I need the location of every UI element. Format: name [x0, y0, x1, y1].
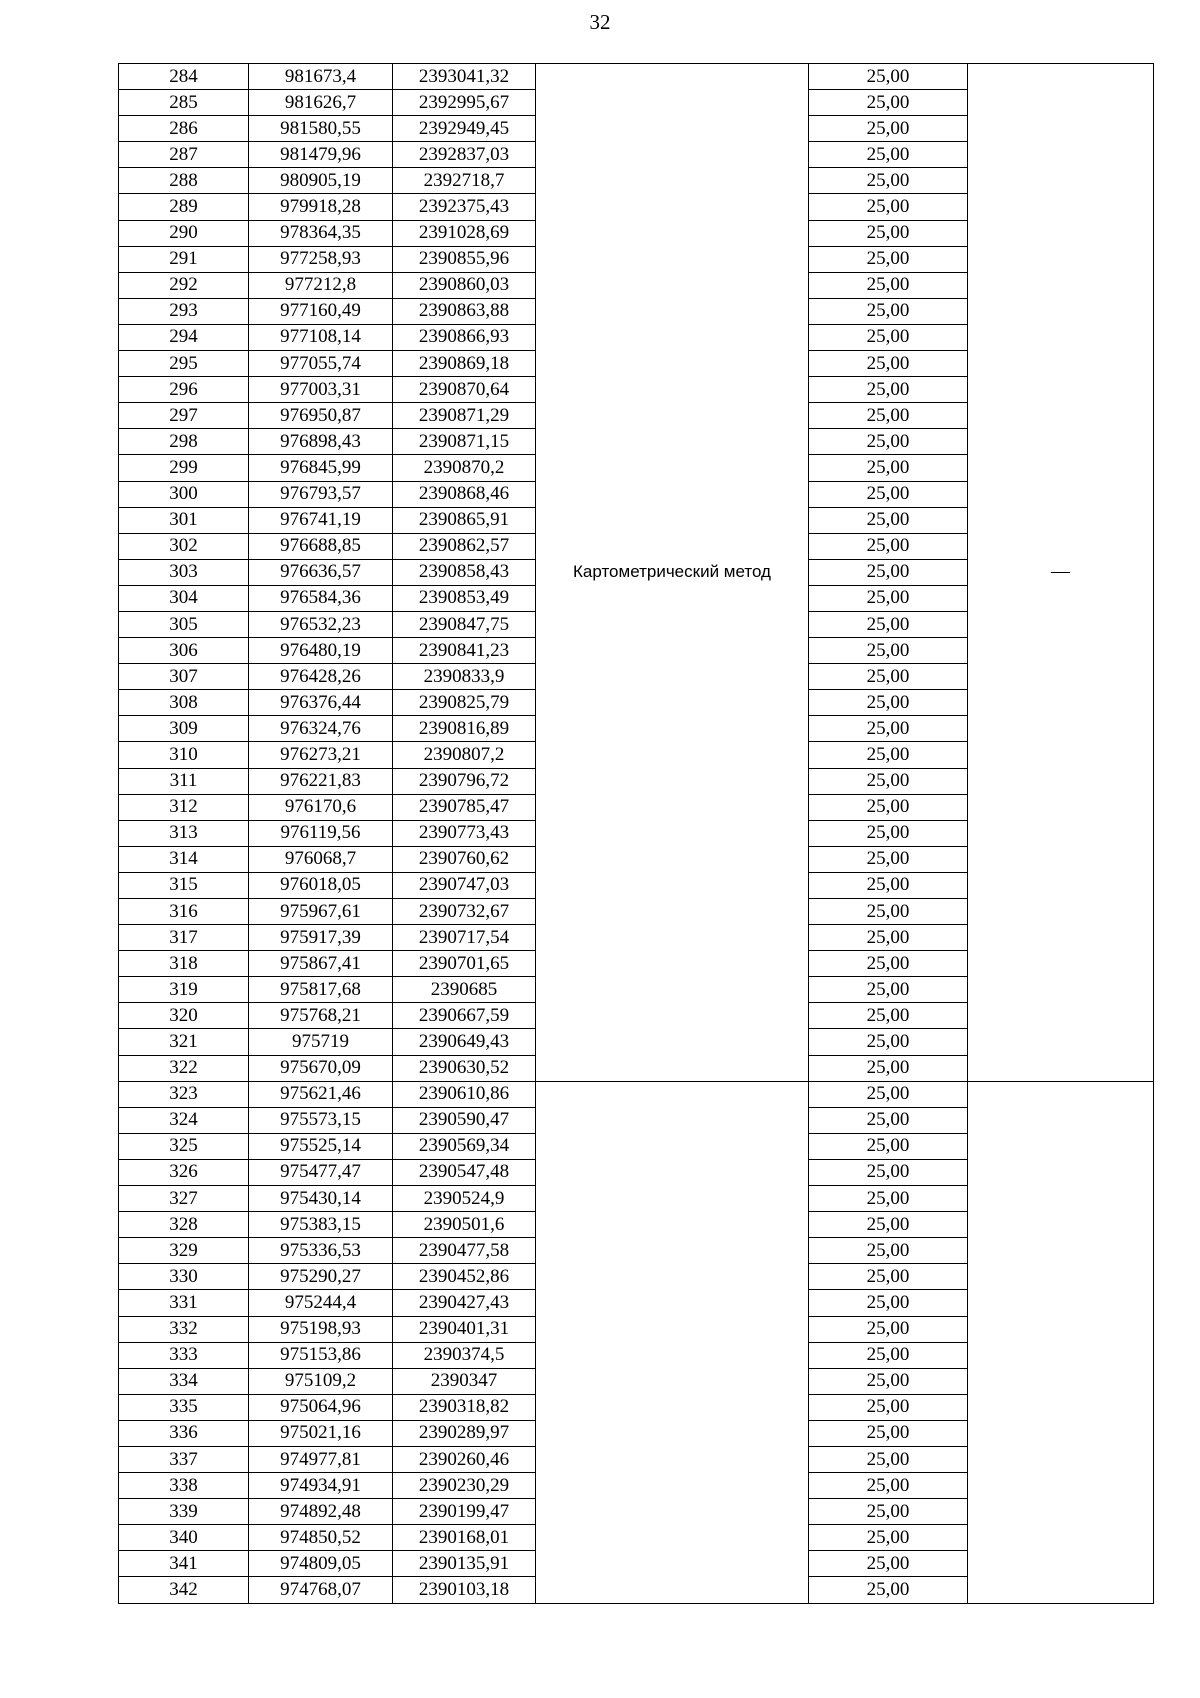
y-coordinate-cell: 2390870,2 [393, 455, 536, 481]
y-coordinate-cell: 2392718,7 [393, 168, 536, 194]
point-number-cell: 285 [119, 90, 249, 116]
y-coordinate-cell: 2390630,52 [393, 1055, 536, 1081]
x-coordinate-cell: 974892,48 [249, 1499, 393, 1525]
accuracy-cell: 25,00 [809, 794, 968, 820]
accuracy-cell: 25,00 [809, 1446, 968, 1472]
accuracy-cell: 25,00 [809, 1133, 968, 1159]
x-coordinate-cell: 975917,39 [249, 925, 393, 951]
x-coordinate-cell: 976221,83 [249, 768, 393, 794]
point-number-cell: 290 [119, 220, 249, 246]
y-coordinate-cell: 2390701,65 [393, 951, 536, 977]
accuracy-cell: 25,00 [809, 872, 968, 898]
y-coordinate-cell: 2390199,47 [393, 1499, 536, 1525]
x-coordinate-cell: 976532,23 [249, 611, 393, 637]
point-number-cell: 304 [119, 585, 249, 611]
point-number-cell: 341 [119, 1551, 249, 1577]
point-number-cell: 335 [119, 1394, 249, 1420]
point-number-cell: 342 [119, 1577, 249, 1603]
x-coordinate-cell: 977003,31 [249, 377, 393, 403]
point-number-cell: 288 [119, 168, 249, 194]
accuracy-cell: 25,00 [809, 1290, 968, 1316]
accuracy-cell: 25,00 [809, 1055, 968, 1081]
accuracy-cell: 25,00 [809, 1159, 968, 1185]
y-coordinate-cell: 2390869,18 [393, 351, 536, 377]
x-coordinate-cell: 975430,14 [249, 1186, 393, 1212]
point-number-cell: 303 [119, 559, 249, 585]
x-coordinate-cell: 975336,53 [249, 1238, 393, 1264]
point-number-cell: 319 [119, 977, 249, 1003]
accuracy-cell: 25,00 [809, 846, 968, 872]
accuracy-cell: 25,00 [809, 298, 968, 324]
point-number-cell: 323 [119, 1081, 249, 1107]
x-coordinate-cell: 976793,57 [249, 481, 393, 507]
x-coordinate-cell: 976068,7 [249, 846, 393, 872]
x-coordinate-cell: 975290,27 [249, 1264, 393, 1290]
accuracy-cell: 25,00 [809, 1499, 968, 1525]
accuracy-cell: 25,00 [809, 324, 968, 350]
x-coordinate-cell: 975064,96 [249, 1394, 393, 1420]
y-coordinate-cell: 2393041,32 [393, 64, 536, 90]
accuracy-cell: 25,00 [809, 925, 968, 951]
point-number-cell: 302 [119, 533, 249, 559]
x-coordinate-cell: 976376,44 [249, 690, 393, 716]
accuracy-cell: 25,00 [809, 951, 968, 977]
y-coordinate-cell: 2390833,9 [393, 664, 536, 690]
point-number-cell: 332 [119, 1316, 249, 1342]
point-number-cell: 312 [119, 794, 249, 820]
accuracy-cell: 25,00 [809, 64, 968, 90]
y-coordinate-cell: 2390807,2 [393, 742, 536, 768]
x-coordinate-cell: 980905,19 [249, 168, 393, 194]
y-coordinate-cell: 2390649,43 [393, 1029, 536, 1055]
note-cell-empty [968, 1081, 1154, 1603]
point-number-cell: 293 [119, 298, 249, 324]
method-cell [536, 64, 809, 1082]
accuracy-cell: 25,00 [809, 1107, 968, 1133]
point-number-cell: 322 [119, 1055, 249, 1081]
x-coordinate-cell: 976480,19 [249, 638, 393, 664]
accuracy-cell: 25,00 [809, 977, 968, 1003]
accuracy-cell: 25,00 [809, 142, 968, 168]
accuracy-cell: 25,00 [809, 1212, 968, 1238]
accuracy-cell: 25,00 [809, 1186, 968, 1212]
x-coordinate-cell: 975817,68 [249, 977, 393, 1003]
point-number-cell: 291 [119, 246, 249, 272]
x-coordinate-cell: 974934,91 [249, 1473, 393, 1499]
y-coordinate-cell: 2390760,62 [393, 846, 536, 872]
point-number-cell: 301 [119, 507, 249, 533]
table-row [119, 64, 1154, 90]
x-coordinate-cell: 979918,28 [249, 194, 393, 220]
x-coordinate-cell: 974768,07 [249, 1577, 393, 1603]
x-coordinate-cell: 976584,36 [249, 585, 393, 611]
y-coordinate-cell: 2390871,29 [393, 403, 536, 429]
accuracy-cell: 25,00 [809, 1394, 968, 1420]
accuracy-cell: 25,00 [809, 742, 968, 768]
y-coordinate-cell: 2390168,01 [393, 1525, 536, 1551]
y-coordinate-cell: 2392949,45 [393, 116, 536, 142]
table-row [119, 1081, 1154, 1107]
point-number-cell: 299 [119, 455, 249, 481]
x-coordinate-cell: 976950,87 [249, 403, 393, 429]
y-coordinate-cell: 2390796,72 [393, 768, 536, 794]
x-coordinate-cell: 976688,85 [249, 533, 393, 559]
point-number-cell: 336 [119, 1420, 249, 1446]
x-coordinate-cell: 975383,15 [249, 1212, 393, 1238]
accuracy-cell: 25,00 [809, 1316, 968, 1342]
y-coordinate-cell: 2390853,49 [393, 585, 536, 611]
y-coordinate-cell: 2390871,15 [393, 429, 536, 455]
point-number-cell: 294 [119, 324, 249, 350]
x-coordinate-cell: 975768,21 [249, 1003, 393, 1029]
x-coordinate-cell: 975670,09 [249, 1055, 393, 1081]
accuracy-cell: 25,00 [809, 1551, 968, 1577]
note-cell [968, 64, 1154, 1082]
y-coordinate-cell: 2390401,31 [393, 1316, 536, 1342]
point-number-cell: 300 [119, 481, 249, 507]
y-coordinate-cell: 2390785,47 [393, 794, 536, 820]
accuracy-cell: 25,00 [809, 638, 968, 664]
x-coordinate-cell: 975021,16 [249, 1420, 393, 1446]
accuracy-cell: 25,00 [809, 716, 968, 742]
accuracy-cell: 25,00 [809, 220, 968, 246]
accuracy-cell: 25,00 [809, 455, 968, 481]
y-coordinate-cell: 2390858,43 [393, 559, 536, 585]
point-number-cell: 314 [119, 846, 249, 872]
accuracy-cell: 25,00 [809, 403, 968, 429]
y-coordinate-cell: 2390347 [393, 1368, 536, 1394]
accuracy-cell: 25,00 [809, 1342, 968, 1368]
point-number-cell: 295 [119, 351, 249, 377]
accuracy-cell: 25,00 [809, 116, 968, 142]
point-number-cell: 306 [119, 638, 249, 664]
x-coordinate-cell: 976741,19 [249, 507, 393, 533]
x-coordinate-cell: 975867,41 [249, 951, 393, 977]
accuracy-cell: 25,00 [809, 481, 968, 507]
y-coordinate-cell: 2390569,34 [393, 1133, 536, 1159]
accuracy-cell: 25,00 [809, 507, 968, 533]
y-coordinate-cell: 2390841,23 [393, 638, 536, 664]
y-coordinate-cell: 2390865,91 [393, 507, 536, 533]
y-coordinate-cell: 2390135,91 [393, 1551, 536, 1577]
x-coordinate-cell: 975477,47 [249, 1159, 393, 1185]
y-coordinate-cell: 2391028,69 [393, 220, 536, 246]
method-text: Картометрический метод [573, 562, 771, 582]
y-coordinate-cell: 2390452,86 [393, 1264, 536, 1290]
point-number-cell: 325 [119, 1133, 249, 1159]
y-coordinate-cell: 2390667,59 [393, 1003, 536, 1029]
point-number-cell: 318 [119, 951, 249, 977]
y-coordinate-cell: 2390732,67 [393, 899, 536, 925]
point-number-cell: 324 [119, 1107, 249, 1133]
x-coordinate-cell: 975621,46 [249, 1081, 393, 1107]
y-coordinate-cell: 2390374,5 [393, 1342, 536, 1368]
x-coordinate-cell: 981580,55 [249, 116, 393, 142]
accuracy-cell: 25,00 [809, 1473, 968, 1499]
point-number-cell: 287 [119, 142, 249, 168]
x-coordinate-cell: 976119,56 [249, 820, 393, 846]
x-coordinate-cell: 976170,6 [249, 794, 393, 820]
x-coordinate-cell: 981479,96 [249, 142, 393, 168]
accuracy-cell: 25,00 [809, 1577, 968, 1603]
accuracy-cell: 25,00 [809, 377, 968, 403]
point-number-cell: 297 [119, 403, 249, 429]
y-coordinate-cell: 2390230,29 [393, 1473, 536, 1499]
y-coordinate-cell: 2390427,43 [393, 1290, 536, 1316]
accuracy-cell: 25,00 [809, 533, 968, 559]
accuracy-cell: 25,00 [809, 559, 968, 585]
y-coordinate-cell: 2390862,57 [393, 533, 536, 559]
y-coordinate-cell: 2390870,64 [393, 377, 536, 403]
y-coordinate-cell: 2392995,67 [393, 90, 536, 116]
x-coordinate-cell: 974977,81 [249, 1446, 393, 1472]
point-number-cell: 289 [119, 194, 249, 220]
point-number-cell: 330 [119, 1264, 249, 1290]
accuracy-cell: 25,00 [809, 611, 968, 637]
y-coordinate-cell: 2390524,9 [393, 1186, 536, 1212]
y-coordinate-cell: 2390501,6 [393, 1212, 536, 1238]
page-number: 32 [589, 10, 611, 34]
y-coordinate-cell: 2390855,96 [393, 246, 536, 272]
x-coordinate-cell: 975198,93 [249, 1316, 393, 1342]
x-coordinate-cell: 974850,52 [249, 1525, 393, 1551]
x-coordinate-cell: 975967,61 [249, 899, 393, 925]
accuracy-cell: 25,00 [809, 351, 968, 377]
y-coordinate-cell: 2392375,43 [393, 194, 536, 220]
y-coordinate-cell: 2390773,43 [393, 820, 536, 846]
y-coordinate-cell: 2390747,03 [393, 872, 536, 898]
y-coordinate-cell: 2390685 [393, 977, 536, 1003]
y-coordinate-cell: 2390477,58 [393, 1238, 536, 1264]
x-coordinate-cell: 978364,35 [249, 220, 393, 246]
x-coordinate-cell: 977055,74 [249, 351, 393, 377]
x-coordinate-cell: 977212,8 [249, 272, 393, 298]
accuracy-cell: 25,00 [809, 1264, 968, 1290]
y-coordinate-cell: 2390590,47 [393, 1107, 536, 1133]
accuracy-cell: 25,00 [809, 768, 968, 794]
x-coordinate-cell: 977108,14 [249, 324, 393, 350]
x-coordinate-cell: 976428,26 [249, 664, 393, 690]
x-coordinate-cell: 975109,2 [249, 1368, 393, 1394]
y-coordinate-cell: 2390260,46 [393, 1446, 536, 1472]
x-coordinate-cell: 981626,7 [249, 90, 393, 116]
x-coordinate-cell: 975153,86 [249, 1342, 393, 1368]
accuracy-cell: 25,00 [809, 664, 968, 690]
y-coordinate-cell: 2390860,03 [393, 272, 536, 298]
x-coordinate-cell: 976898,43 [249, 429, 393, 455]
point-number-cell: 331 [119, 1290, 249, 1316]
x-coordinate-cell: 975525,14 [249, 1133, 393, 1159]
point-number-cell: 311 [119, 768, 249, 794]
accuracy-cell: 25,00 [809, 1525, 968, 1551]
y-coordinate-cell: 2390717,54 [393, 925, 536, 951]
point-number-cell: 337 [119, 1446, 249, 1472]
x-coordinate-cell: 977160,49 [249, 298, 393, 324]
point-number-cell: 315 [119, 872, 249, 898]
point-number-cell: 327 [119, 1186, 249, 1212]
x-coordinate-cell: 975719 [249, 1029, 393, 1055]
point-number-cell: 339 [119, 1499, 249, 1525]
point-number-cell: 340 [119, 1525, 249, 1551]
x-coordinate-cell: 976845,99 [249, 455, 393, 481]
y-coordinate-cell: 2390610,86 [393, 1081, 536, 1107]
accuracy-cell: 25,00 [809, 1420, 968, 1446]
accuracy-cell: 25,00 [809, 90, 968, 116]
x-coordinate-cell: 981673,4 [249, 64, 393, 90]
point-number-cell: 286 [119, 116, 249, 142]
y-coordinate-cell: 2390866,93 [393, 324, 536, 350]
x-coordinate-cell: 975244,4 [249, 1290, 393, 1316]
x-coordinate-cell: 974809,05 [249, 1551, 393, 1577]
point-number-cell: 292 [119, 272, 249, 298]
point-number-cell: 333 [119, 1342, 249, 1368]
accuracy-cell: 25,00 [809, 194, 968, 220]
x-coordinate-cell: 976273,21 [249, 742, 393, 768]
accuracy-cell: 25,00 [809, 899, 968, 925]
table-body [119, 64, 1154, 1604]
point-number-cell: 305 [119, 611, 249, 637]
point-number-cell: 316 [119, 899, 249, 925]
y-coordinate-cell: 2390863,88 [393, 298, 536, 324]
point-number-cell: 298 [119, 429, 249, 455]
y-coordinate-cell: 2390847,75 [393, 611, 536, 637]
point-number-cell: 296 [119, 377, 249, 403]
x-coordinate-cell: 976324,76 [249, 716, 393, 742]
accuracy-cell: 25,00 [809, 429, 968, 455]
x-coordinate-cell: 975573,15 [249, 1107, 393, 1133]
method-cell-empty [536, 1081, 809, 1603]
accuracy-cell: 25,00 [809, 1368, 968, 1394]
coordinates-table [118, 63, 1154, 1604]
y-coordinate-cell: 2390816,89 [393, 716, 536, 742]
x-coordinate-cell: 976636,57 [249, 559, 393, 585]
accuracy-cell: 25,00 [809, 168, 968, 194]
accuracy-cell: 25,00 [809, 272, 968, 298]
y-coordinate-cell: 2390289,97 [393, 1420, 536, 1446]
accuracy-cell: 25,00 [809, 1029, 968, 1055]
point-number-cell: 320 [119, 1003, 249, 1029]
accuracy-cell: 25,00 [809, 820, 968, 846]
y-coordinate-cell: 2392837,03 [393, 142, 536, 168]
accuracy-cell: 25,00 [809, 1003, 968, 1029]
point-number-cell: 310 [119, 742, 249, 768]
x-coordinate-cell: 977258,93 [249, 246, 393, 272]
point-number-cell: 313 [119, 820, 249, 846]
x-coordinate-cell: 976018,05 [249, 872, 393, 898]
point-number-cell: 328 [119, 1212, 249, 1238]
accuracy-cell: 25,00 [809, 1238, 968, 1264]
point-number-cell: 334 [119, 1368, 249, 1394]
point-number-cell: 329 [119, 1238, 249, 1264]
accuracy-cell: 25,00 [809, 1081, 968, 1107]
point-number-cell: 309 [119, 716, 249, 742]
accuracy-cell: 25,00 [809, 585, 968, 611]
point-number-cell: 308 [119, 690, 249, 716]
point-number-cell: 307 [119, 664, 249, 690]
accuracy-cell: 25,00 [809, 246, 968, 272]
point-number-cell: 326 [119, 1159, 249, 1185]
point-number-cell: 317 [119, 925, 249, 951]
point-number-cell: 321 [119, 1029, 249, 1055]
y-coordinate-cell: 2390825,79 [393, 690, 536, 716]
y-coordinate-cell: 2390318,82 [393, 1394, 536, 1420]
y-coordinate-cell: 2390868,46 [393, 481, 536, 507]
note-dash: — [1051, 561, 1070, 583]
y-coordinate-cell: 2390547,48 [393, 1159, 536, 1185]
point-number-cell: 338 [119, 1473, 249, 1499]
accuracy-cell: 25,00 [809, 690, 968, 716]
point-number-cell: 284 [119, 64, 249, 90]
y-coordinate-cell: 2390103,18 [393, 1577, 536, 1603]
